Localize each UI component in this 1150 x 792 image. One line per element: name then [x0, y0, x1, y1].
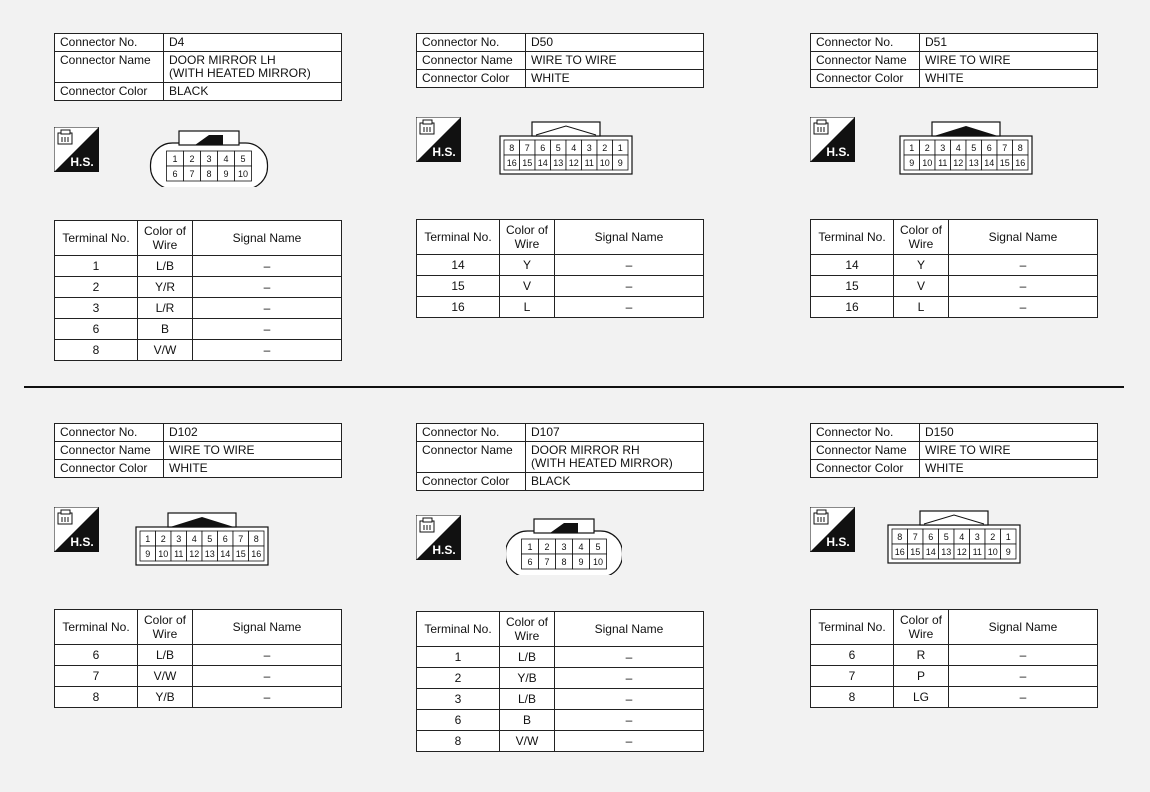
terminal-table [810, 219, 1098, 318]
pin-number: 1 [145, 534, 151, 544]
pin-number: 16 [1015, 158, 1026, 168]
terminal-table [54, 220, 342, 361]
pin-number: 9 [1005, 547, 1011, 557]
pin-number: 9 [145, 549, 151, 559]
pin-number: 10 [987, 547, 998, 557]
connector-color-label: Connector Color [417, 473, 526, 491]
connector-name-value: WIRE TO WIRE [920, 442, 1098, 460]
signal-name-cell: – [193, 666, 342, 687]
pin-number: 10 [237, 169, 249, 179]
connector-no-label: Connector No. [55, 424, 164, 442]
connector-color-label: Connector Color [417, 70, 526, 88]
connector-info-table [810, 33, 1098, 88]
pin-number: 10 [599, 158, 610, 168]
pin-number: 16 [894, 547, 905, 557]
table-row [55, 319, 342, 340]
pin-number: 2 [924, 143, 930, 153]
terminal-no-cell: 16 [417, 297, 500, 318]
connector-block-d107 [416, 423, 706, 748]
connector-color-value: WHITE [526, 70, 704, 88]
pin-number: 15 [235, 549, 246, 559]
terminal-no-cell: 6 [55, 319, 138, 340]
pin-number: 9 [223, 169, 229, 179]
terminal-no-cell: 1 [55, 256, 138, 277]
connector-no-label: Connector No. [811, 424, 920, 442]
terminal-no-cell: 15 [811, 276, 894, 297]
harness-side-icon [54, 127, 99, 172]
pin-number: 14 [984, 158, 995, 168]
signal-name-cell: – [193, 340, 342, 361]
pin-number: 1 [172, 154, 178, 164]
hs-label: H.S. [70, 155, 94, 169]
signal-name-header: Signal Name [555, 612, 704, 647]
connector-no-label: Connector No. [417, 34, 526, 52]
pin-number: 10 [592, 557, 604, 567]
pin-number: 2 [544, 542, 550, 552]
wire-color-header: Color of Wire [894, 220, 949, 255]
connector-name-label: Connector Name [55, 442, 164, 460]
pin-number: 8 [509, 143, 515, 153]
hs-label: H.S. [432, 145, 456, 159]
terminal-no-cell: 2 [55, 277, 138, 298]
wire-color-cell: R [894, 645, 949, 666]
terminal-table [416, 219, 704, 318]
pin-number: 11 [584, 158, 594, 168]
signal-name-header: Signal Name [193, 610, 342, 645]
connector-no-label: Connector No. [55, 34, 164, 52]
signal-name-cell: – [949, 276, 1098, 297]
terminal-no-cell: 6 [811, 645, 894, 666]
pin-number: 1 [909, 143, 915, 153]
pin-number: 4 [223, 154, 229, 164]
pin-number: 8 [561, 557, 567, 567]
connector-face-diagram [144, 125, 274, 187]
connector-name-value: DOOR MIRROR RH (WITH HEATED MIRROR) [526, 442, 704, 473]
signal-name-cell: – [555, 276, 704, 297]
pin-number: 12 [568, 158, 579, 168]
pin-number: 7 [524, 143, 530, 153]
table-row [417, 255, 704, 276]
terminal-no-header: Terminal No. [811, 220, 894, 255]
wire-color-cell: LG [894, 687, 949, 708]
signal-name-cell: – [555, 710, 704, 731]
terminal-no-cell: 1 [417, 647, 500, 668]
pin-number: 6 [986, 143, 992, 153]
table-row [417, 297, 704, 318]
signal-name-cell: – [193, 256, 342, 277]
terminal-no-cell: 8 [55, 687, 138, 708]
pin-number: 5 [555, 143, 561, 153]
connector-name-label: Connector Name [811, 442, 920, 460]
terminal-no-cell: 3 [55, 298, 138, 319]
pin-number: 6 [540, 143, 546, 153]
wire-color-cell: B [500, 710, 555, 731]
pin-number: 11 [174, 549, 184, 559]
table-row [55, 298, 342, 319]
wire-color-cell: Y/B [138, 687, 193, 708]
wire-color-cell: B [138, 319, 193, 340]
pin-number: 15 [522, 158, 533, 168]
pin-number: 11 [938, 158, 948, 168]
pin-number: 5 [595, 542, 601, 552]
wire-color-cell: V/W [138, 666, 193, 687]
pin-number: 3 [586, 143, 592, 153]
wire-color-header: Color of Wire [138, 610, 193, 645]
signal-name-header: Signal Name [949, 610, 1098, 645]
terminal-table [54, 609, 342, 708]
signal-name-cell: – [949, 255, 1098, 276]
table-row [811, 276, 1098, 297]
pin-number: 15 [910, 547, 921, 557]
connector-name-label: Connector Name [417, 442, 526, 473]
wire-color-cell: V/W [500, 731, 555, 752]
connector-color-label: Connector Color [811, 70, 920, 88]
pin-number: 8 [253, 534, 259, 544]
wire-color-header: Color of Wire [138, 221, 193, 256]
hs-label: H.S. [826, 535, 850, 549]
pin-number: 4 [571, 143, 577, 153]
wire-color-header: Color of Wire [500, 220, 555, 255]
pin-number: 3 [974, 532, 980, 542]
pin-number: 3 [176, 534, 182, 544]
terminal-no-cell: 8 [55, 340, 138, 361]
signal-name-cell: – [555, 647, 704, 668]
connector-info-table [416, 33, 704, 88]
connector-block-d50 [416, 33, 706, 314]
wire-color-cell: L [894, 297, 949, 318]
table-row [55, 340, 342, 361]
terminal-no-cell: 7 [55, 666, 138, 687]
wire-color-cell: L/B [138, 645, 193, 666]
connector-name-value: WIRE TO WIRE [526, 52, 704, 70]
wire-color-cell: Y [894, 255, 949, 276]
pin-number: 4 [955, 143, 961, 153]
table-row [811, 687, 1098, 708]
signal-name-header: Signal Name [555, 220, 704, 255]
wire-color-cell: L/B [500, 689, 555, 710]
pin-number: 14 [220, 549, 231, 559]
connector-block-d4 [54, 33, 344, 357]
connector-no-label: Connector No. [417, 424, 526, 442]
connector-color-value: BLACK [526, 473, 704, 491]
wire-color-cell: L/B [500, 647, 555, 668]
connector-face-diagram [134, 509, 270, 569]
pin-number: 13 [941, 547, 952, 557]
signal-name-header: Signal Name [949, 220, 1098, 255]
connector-no-value: D150 [920, 424, 1098, 442]
pin-number: 5 [943, 532, 949, 542]
terminal-no-header: Terminal No. [417, 220, 500, 255]
pin-number: 11 [972, 547, 982, 557]
pin-number: 5 [971, 143, 977, 153]
terminal-table [810, 609, 1098, 708]
table-row [55, 256, 342, 277]
connector-color-value: BLACK [164, 83, 342, 101]
terminal-no-header: Terminal No. [55, 221, 138, 256]
harness-side-icon [810, 507, 855, 552]
connector-name-value: DOOR MIRROR LH (WITH HEATED MIRROR) [164, 52, 342, 83]
pin-number: 2 [602, 143, 608, 153]
connector-no-value: D102 [164, 424, 342, 442]
wire-color-cell: Y/B [500, 668, 555, 689]
pin-number: 7 [1002, 143, 1008, 153]
pin-number: 12 [956, 547, 967, 557]
pin-number: 14 [537, 158, 548, 168]
pin-number: 1 [1005, 532, 1011, 542]
connector-color-value: WHITE [164, 460, 342, 478]
harness-side-icon [416, 117, 461, 162]
connector-name-value: WIRE TO WIRE [920, 52, 1098, 70]
pin-number: 7 [238, 534, 244, 544]
table-row [417, 710, 704, 731]
table-row [811, 297, 1098, 318]
pin-number: 5 [240, 154, 246, 164]
terminal-no-cell: 14 [811, 255, 894, 276]
pin-number: 9 [909, 158, 915, 168]
connector-block-d51 [810, 33, 1100, 314]
signal-name-cell: – [555, 731, 704, 752]
wire-color-cell: L/R [138, 298, 193, 319]
signal-name-cell: – [555, 297, 704, 318]
connector-color-value: WHITE [920, 70, 1098, 88]
terminal-no-cell: 6 [417, 710, 500, 731]
pin-number: 7 [189, 169, 195, 179]
pin-number: 2 [990, 532, 996, 542]
signal-name-cell: – [949, 645, 1098, 666]
harness-side-icon [54, 507, 99, 552]
connector-info-table [54, 33, 342, 101]
signal-name-cell: – [949, 297, 1098, 318]
pin-number: 10 [922, 158, 933, 168]
table-row [417, 668, 704, 689]
connector-info-table [54, 423, 342, 478]
connector-no-label: Connector No. [811, 34, 920, 52]
pin-number: 14 [925, 547, 936, 557]
connector-name-label: Connector Name [811, 52, 920, 70]
table-row [55, 687, 342, 708]
terminal-table [416, 611, 704, 752]
pin-number: 10 [158, 549, 169, 559]
wire-color-cell: V/W [138, 340, 193, 361]
terminal-no-cell: 8 [417, 731, 500, 752]
connector-color-label: Connector Color [55, 83, 164, 101]
pin-number: 3 [940, 143, 946, 153]
signal-name-header: Signal Name [193, 221, 342, 256]
connector-block-d150 [810, 423, 1100, 704]
pin-number: 13 [553, 158, 564, 168]
pin-number: 8 [1017, 143, 1023, 153]
pin-number: 9 [578, 557, 584, 567]
table-row [417, 731, 704, 752]
hs-label: H.S. [432, 543, 456, 557]
section-divider [24, 386, 1124, 388]
connector-face-diagram [898, 118, 1034, 178]
connector-face-diagram [506, 513, 622, 575]
terminal-no-cell: 16 [811, 297, 894, 318]
table-row [417, 689, 704, 710]
table-row [811, 666, 1098, 687]
terminal-no-cell: 14 [417, 255, 500, 276]
terminal-no-cell: 8 [811, 687, 894, 708]
terminal-no-header: Terminal No. [417, 612, 500, 647]
pin-number: 6 [222, 534, 228, 544]
signal-name-cell: – [193, 298, 342, 319]
connector-face-diagram [498, 118, 634, 176]
wire-color-header: Color of Wire [894, 610, 949, 645]
pin-number: 8 [897, 532, 903, 542]
wire-color-cell: Y [500, 255, 555, 276]
wire-color-cell: L/B [138, 256, 193, 277]
pin-number: 16 [506, 158, 517, 168]
table-row [55, 277, 342, 298]
pin-number: 4 [191, 534, 197, 544]
wire-color-cell: V [894, 276, 949, 297]
connector-no-value: D50 [526, 34, 704, 52]
connector-color-label: Connector Color [55, 460, 164, 478]
connector-name-label: Connector Name [417, 52, 526, 70]
terminal-no-cell: 3 [417, 689, 500, 710]
hs-label: H.S. [70, 535, 94, 549]
signal-name-cell: – [193, 645, 342, 666]
pin-number: 6 [172, 169, 178, 179]
pin-number: 12 [953, 158, 964, 168]
connector-face-diagram [886, 507, 1022, 567]
connector-no-value: D51 [920, 34, 1098, 52]
pin-number: 1 [527, 542, 533, 552]
pin-number: 7 [912, 532, 918, 542]
wire-color-cell: L [500, 297, 555, 318]
pin-number: 13 [968, 158, 979, 168]
connector-color-value: WHITE [920, 460, 1098, 478]
terminal-no-cell: 7 [811, 666, 894, 687]
connector-name-label: Connector Name [55, 52, 164, 83]
table-row [811, 645, 1098, 666]
pin-number: 7 [544, 557, 550, 567]
wire-color-cell: P [894, 666, 949, 687]
terminal-no-header: Terminal No. [55, 610, 138, 645]
wire-color-cell: Y/R [138, 277, 193, 298]
connector-block-d102 [54, 423, 344, 704]
pin-number: 1 [617, 143, 623, 153]
pin-number: 15 [999, 158, 1010, 168]
terminal-no-header: Terminal No. [811, 610, 894, 645]
connector-info-table [810, 423, 1098, 478]
signal-name-cell: – [193, 319, 342, 340]
pin-number: 4 [959, 532, 965, 542]
wire-color-cell: V [500, 276, 555, 297]
table-row [417, 647, 704, 668]
pin-number: 6 [527, 557, 533, 567]
table-row [55, 666, 342, 687]
connector-color-label: Connector Color [811, 460, 920, 478]
pin-number: 6 [928, 532, 934, 542]
terminal-no-cell: 6 [55, 645, 138, 666]
harness-side-icon [416, 515, 461, 560]
signal-name-cell: – [555, 689, 704, 710]
pin-number: 2 [189, 154, 195, 164]
pin-number: 8 [206, 169, 212, 179]
pin-number: 13 [204, 549, 215, 559]
pin-number: 9 [617, 158, 623, 168]
connector-name-value: WIRE TO WIRE [164, 442, 342, 460]
connector-no-value: D107 [526, 424, 704, 442]
table-row [417, 276, 704, 297]
table-row [811, 255, 1098, 276]
wire-color-header: Color of Wire [500, 612, 555, 647]
signal-name-cell: – [555, 255, 704, 276]
signal-name-cell: – [193, 277, 342, 298]
signal-name-cell: – [949, 666, 1098, 687]
harness-side-icon [810, 117, 855, 162]
table-row [55, 645, 342, 666]
pin-number: 4 [578, 542, 584, 552]
terminal-no-cell: 2 [417, 668, 500, 689]
signal-name-cell: – [949, 687, 1098, 708]
pin-number: 3 [206, 154, 212, 164]
connector-info-table [416, 423, 704, 491]
pin-number: 2 [160, 534, 166, 544]
pin-number: 3 [561, 542, 567, 552]
signal-name-cell: – [555, 668, 704, 689]
connector-no-value: D4 [164, 34, 342, 52]
hs-label: H.S. [826, 145, 850, 159]
terminal-no-cell: 15 [417, 276, 500, 297]
pin-number: 12 [189, 549, 200, 559]
signal-name-cell: – [193, 687, 342, 708]
pin-number: 5 [207, 534, 213, 544]
pin-number: 16 [251, 549, 262, 559]
